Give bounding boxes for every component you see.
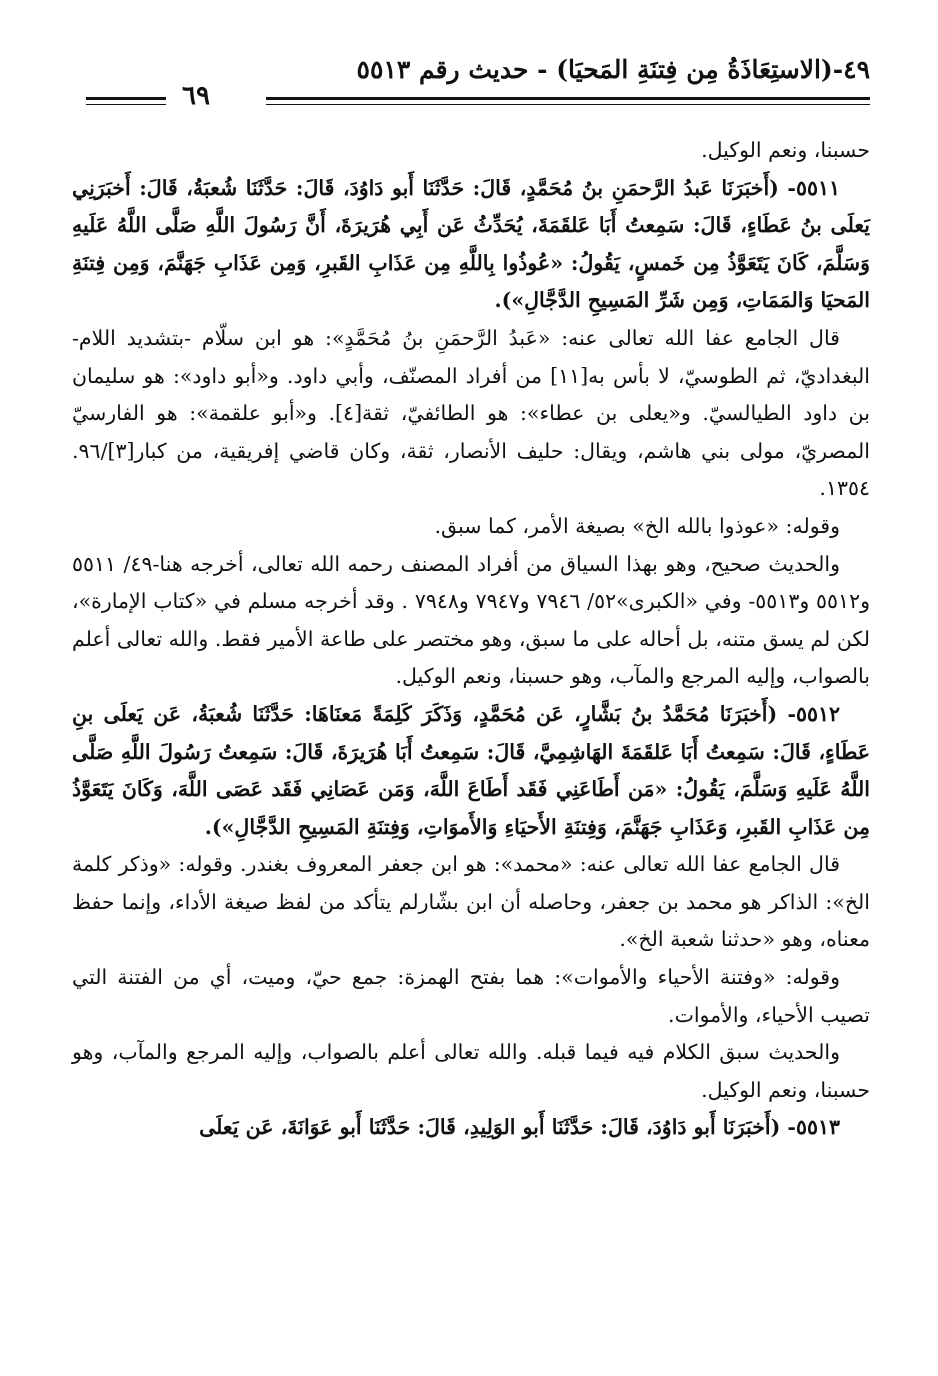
commentary-closing: والحديث سبق الكلام فيه فيما قبله. والله تعالى أعلم بالصواب، وإليه المرجع والمآب، وهو حسبنا، ونعم الوكيل.: [72, 1040, 870, 1102]
page-body: [72, 132, 870, 1147]
header-rule-right: [266, 97, 870, 105]
commentary-phrase-2: وقوله: «وفتنة الأحياء والأموات»: هما بفتح الهمزة: جمع حيّ، وميت، أي من الفتنة التي تصيب الأحياء، والأموات.: [72, 965, 870, 1027]
header-rule-left: [86, 97, 166, 105]
running-title: ٤٩-(الاستِعَاذَةُ مِن فِتنَةِ المَحيَا) - حديث رقم ٥٥١٣: [356, 55, 870, 84]
page-number: ٦٩: [170, 81, 222, 111]
hadith-5512: ٥٥١٢- (أَخبَرَنَا مُحَمَّدُ بنُ بَشَّارٍ، عَن مُحَمَّدٍ، وَذَكَرَ كَلِمَةً مَعنَاهَا: حَدَّثَنَا شُعبَةُ، عَن يَعلَى بنِ عَطَاءٍ، قَالَ: سَمِعتُ أَبَا عَلقَمَةَ الهَاشِمِيَّ، قَالَ: سَمِعتُ أَبَا هُرَيرَةَ، قَالَ: سَمِعتُ رَسُولَ اللَّهِ صَلَّى اللَّهُ عَلَيهِ وَسَلَّمَ، يَقُولُ: «مَن أَطَاعَنِي فَقَد أَطَاعَ اللَّهَ، وَمَن عَصَانِي فَقَد عَصَى اللَّهَ، وَكَانَ يَتَعَوَّذُ مِن عَذَابِ القَبرِ، وَعَذَابِ جَهَنَّمَ، وَفِتنَةِ الأَحيَاءِ وَالأَموَاتِ، وَفِتنَةِ المَسِيحِ الدَّجَّالِ»).: [72, 701, 870, 839]
paragraph: حسبنا، ونعم الوكيل.: [701, 138, 870, 162]
hadith-5513: ٥٥١٣- (أَخبَرَنَا أَبو دَاوُدَ، قَالَ: حَدَّثَنَا أَبو الوَلِيدِ، قَالَ: حَدَّثَنَا أَبو عَوَانَةَ، عَن يَعلَى: [199, 1115, 840, 1140]
commentary-takhrij: والحديث صحيح، وهو بهذا السياق من أفراد المصنف رحمه الله تعالى، أخرجه هنا-٤٩/ ٥٥١١ و٥٥١٢ و٥٥١٣- وفي «الكبرى»٥٢/ ٧٩٤٦ و٧٩٤٧ و٧٩٤٨ . وقد أخرجه مسلم في «كتاب الإمارة»، لكن لم يسق متنه، بل أحاله على ما سبق، وهو مختصر على طاعة الأمير فقط. والله تعالى أعلم بالصواب، وإليه المرجع والمآب، وهو حسبنا، ونعم الوكيل.: [72, 551, 870, 689]
page-header: [86, 55, 870, 113]
commentary-narrators-5511: قال الجامع عفا الله تعالى عنه: «عَبدُ الرَّحمَنِ بنُ مُحَمَّدٍ»: هو ابن سلّام -بتشديد اللام- البغداديّ، ثم الطوسيّ، لا بأس به[١١] من أفراد المصنّف، وأبي داود. و«أبو داود»: هو سليمان بن داود الطيالسيّ. و«يعلى بن عطاء»: هو الطائفيّ، ثقة[٤]. و«أبو علقمة»: هو الفارسيّ المصريّ، مولى بني هاشم، ويقال: حليف الأنصار، ثقة، وكان قاضي إفريقية، من كبار[٣]/٩٦. ١٣٥٤.: [72, 325, 870, 501]
commentary-phrase: وقوله: «عوذوا بالله الخ» بصيغة الأمر، كما سبق.: [434, 513, 840, 538]
commentary-narrators-5512: قال الجامع عفا الله تعالى عنه: «محمد»: هو ابن جعفر المعروف بغندر. وقوله: «وذكر كلمة الخ»: الذاكر هو محمد بن جعفر، وحاصله أن ابن بشّارلم يتأكد من لفظ صيغة الأداء، وإنما حفظ معناه، وهو «حدثنا شعبة الخ».: [72, 852, 870, 952]
hadith-5511: ٥٥١١- (أَخبَرَنَا عَبدُ الرَّحمَنِ بنُ مُحَمَّدٍ، قَالَ: حَدَّثَنَا أَبو دَاوُدَ، قَالَ: حَدَّثَنَا شُعبَةُ، قَالَ: أَخبَرَنِي يَعلَى بنُ عَطَاءٍ، قَالَ: سَمِعتُ أَبَا عَلقَمَةَ، يُحَدِّثُ عَن أَبِي هُرَيرَةَ، أَنَّ رَسُولَ اللَّهِ صَلَّى اللَّهُ عَلَيهِ وَسَلَّمَ، كَانَ يَتَعَوَّذُ مِن خَمسٍ، يَقُولُ: «عُوذُوا بِاللَّهِ مِن عَذَابِ القَبرِ، وَمِن عَذَابِ جَهَنَّمَ، وَمِن فِتنَةِ المَحيَا وَالمَمَاتِ، وَمِن شَرِّ المَسِيحِ الدَّجَّالِ»).: [72, 175, 870, 313]
